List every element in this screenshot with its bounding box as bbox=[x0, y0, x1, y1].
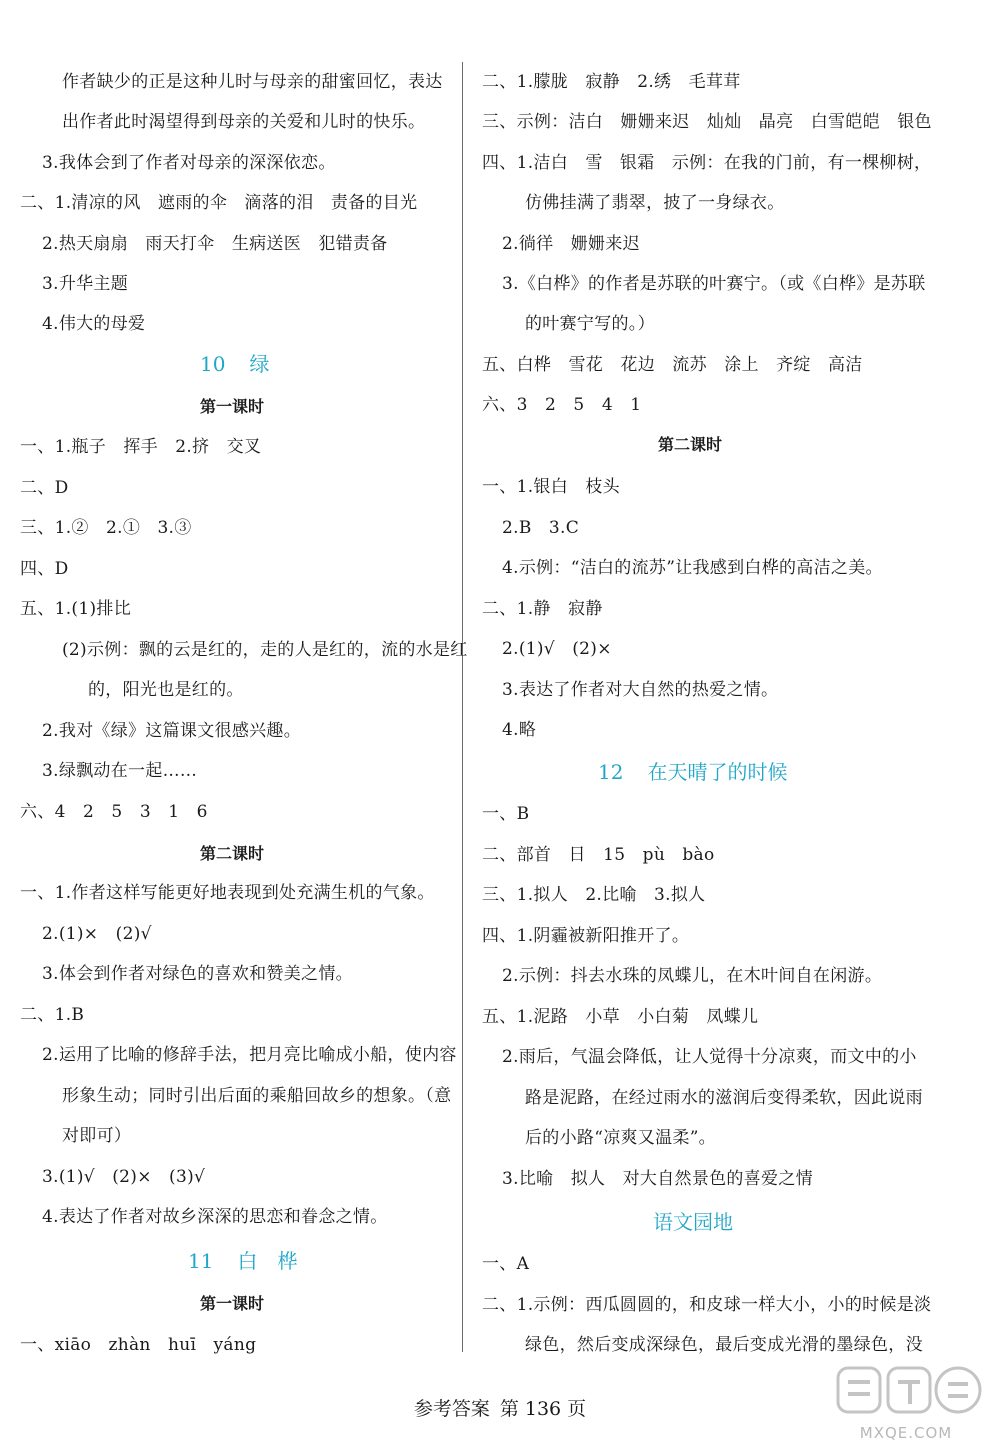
text-line: 二、1.朦胧 寂静 2.绣 毛茸茸 bbox=[482, 72, 741, 92]
text-line: 3.绿飘动在一起…… bbox=[42, 761, 198, 781]
lesson-subheading: 第二课时 bbox=[200, 844, 265, 863]
text-line: 2.(1)× (2)√ bbox=[42, 924, 152, 944]
section-number: 11 bbox=[188, 1249, 214, 1273]
text-line: 出作者此时渴望得到母亲的关爱和儿时的快乐。 bbox=[62, 112, 426, 132]
section-heading-10 bbox=[200, 352, 269, 376]
text-line: 四、1.洁白 雪 银霜 示例：在我的门前，有一棵柳树， bbox=[482, 153, 932, 173]
lesson-subheading: 第二课时 bbox=[658, 435, 723, 454]
footer-label: 参考答案 bbox=[413, 1398, 490, 1420]
text-line: 3.(1)√ (2)× (3)√ bbox=[42, 1167, 206, 1187]
text-line: 2.热天扇扇 雨天打伞 生病送医 犯错责备 bbox=[42, 234, 388, 254]
text-line: 二、1.B bbox=[20, 1005, 85, 1025]
watermark-logo-icon bbox=[834, 1362, 984, 1418]
text-line: 五、1.(1)排比 bbox=[20, 599, 131, 619]
lesson-subheading: 第一课时 bbox=[200, 1294, 265, 1313]
text-line: 2.示例：抖去水珠的凤蝶儿，在木叶间自在闲游。 bbox=[502, 966, 883, 986]
page-number: 第 136 页 bbox=[499, 1398, 587, 1420]
text-line: 一、A bbox=[482, 1254, 530, 1274]
section-heading-12 bbox=[598, 760, 787, 784]
text-line: 3.我体会到了作者对母亲的深深依恋。 bbox=[42, 153, 336, 173]
text-line: 3.《白桦》的作者是苏联的叶赛宁。（或《白桦》是苏联 bbox=[502, 274, 926, 294]
text-line: 2.运用了比喻的修辞手法，把月亮比喻成小船，使内容 bbox=[42, 1045, 457, 1065]
text-line: 3.比喻 拟人 对大自然景色的喜爱之情 bbox=[502, 1169, 813, 1189]
text-line: 后的小路“凉爽又温柔”。 bbox=[525, 1128, 716, 1148]
text-line: 四、D bbox=[20, 559, 69, 579]
text-line: 2.我对《绿》这篇课文很感兴趣。 bbox=[42, 721, 302, 741]
text-line: 一、B bbox=[482, 804, 530, 824]
section-title: 绿 bbox=[249, 352, 270, 376]
watermark bbox=[826, 1362, 986, 1442]
section-number: 12 bbox=[598, 760, 624, 784]
text-line: 对即可） bbox=[62, 1126, 132, 1146]
section-title: 在天晴了的时候 bbox=[647, 760, 788, 784]
text-line: 的叶赛宁写的。） bbox=[525, 314, 655, 334]
text-line: 二、D bbox=[20, 478, 69, 498]
text-line: 绿色，然后变成深绿色，最后变成光滑的墨绿色，没 bbox=[525, 1335, 923, 1355]
text-line: 四、1.阴霾被新阳推开了。 bbox=[482, 926, 690, 946]
text-line: 2.徜徉 姗姗来迟 bbox=[502, 234, 640, 254]
text-line: 4.示例：“洁白的流苏”让我感到白桦的高洁之美。 bbox=[502, 558, 883, 578]
lesson-subheading: 第一课时 bbox=[200, 397, 265, 416]
text-line: (2)示例：飘的云是红的，走的人是红的，流的水是红 bbox=[62, 640, 468, 660]
text-line: 形象生动；同时引出后面的乘船回故乡的想象。（意 bbox=[62, 1086, 452, 1106]
text-line: 六、3 2 5 4 1 bbox=[482, 395, 642, 415]
text-line: 仿佛挂满了翡翠，披了一身绿衣。 bbox=[525, 193, 785, 213]
section-heading-11 bbox=[188, 1249, 297, 1273]
text-line: 3.表达了作者对大自然的热爱之情。 bbox=[502, 680, 779, 700]
text-line: 的，阳光也是红的。 bbox=[88, 680, 244, 700]
text-line: 路是泥路，在经过雨水的滋润后变得柔软，因此说雨 bbox=[525, 1088, 923, 1108]
text-line: 2.B 3.C bbox=[502, 518, 580, 538]
text-line: 二、部首 日 15 pù bào bbox=[482, 845, 715, 865]
text-line: 一、1.银白 枝头 bbox=[482, 477, 620, 497]
text-line: 作者缺少的正是这种儿时与母亲的甜蜜回忆，表达 bbox=[62, 72, 443, 92]
section-title: 白 桦 bbox=[237, 1249, 298, 1273]
text-line: 一、xiāo zhàn huī yáng bbox=[20, 1335, 257, 1355]
text-line: 4.略 bbox=[502, 720, 537, 740]
column-divider bbox=[462, 62, 463, 1352]
text-line: 三、示例：洁白 姗姗来迟 灿灿 晶亮 白雪皑皑 银色 bbox=[482, 112, 932, 132]
section-heading-garden: 语文园地 bbox=[653, 1210, 733, 1234]
text-line: 一、1.作者这样写能更好地表现到处充满生机的气象。 bbox=[20, 883, 435, 903]
text-line: 3.升华主题 bbox=[42, 274, 129, 294]
text-line: 4.伟大的母爱 bbox=[42, 314, 146, 334]
section-number: 10 bbox=[200, 352, 226, 376]
text-line: 五、1.泥路 小草 小白菊 凤蝶儿 bbox=[482, 1007, 759, 1027]
text-line: 2.雨后，气温会降低，让人觉得十分凉爽，而文中的小 bbox=[502, 1047, 917, 1067]
text-line: 六、4 2 5 3 1 6 bbox=[20, 802, 208, 822]
text-line: 三、1.② 2.① 3.③ bbox=[20, 518, 192, 538]
text-line: 二、1.清凉的风 遮雨的伞 滴落的泪 责备的目光 bbox=[20, 193, 418, 213]
text-line: 三、1.拟人 2.比喻 3.拟人 bbox=[482, 885, 706, 905]
text-line: 二、1.示例：西瓜圆圆的，和皮球一样大小，小的时候是淡 bbox=[482, 1295, 932, 1315]
text-line: 2.(1)√ (2)× bbox=[502, 639, 612, 659]
text-line: 一、1.瓶子 挥手 2.挤 交叉 bbox=[20, 437, 262, 457]
text-line: 3.体会到作者对绿色的喜欢和赞美之情。 bbox=[42, 964, 353, 984]
text-line: 二、1.静 寂静 bbox=[482, 599, 603, 619]
text-line: 五、白桦 雪花 花边 流苏 涂上 齐绽 高洁 bbox=[482, 355, 863, 375]
text-line: 4.表达了作者对故乡深深的思恋和眷念之情。 bbox=[42, 1207, 388, 1227]
watermark-url: MXQE.COM bbox=[859, 1424, 953, 1442]
